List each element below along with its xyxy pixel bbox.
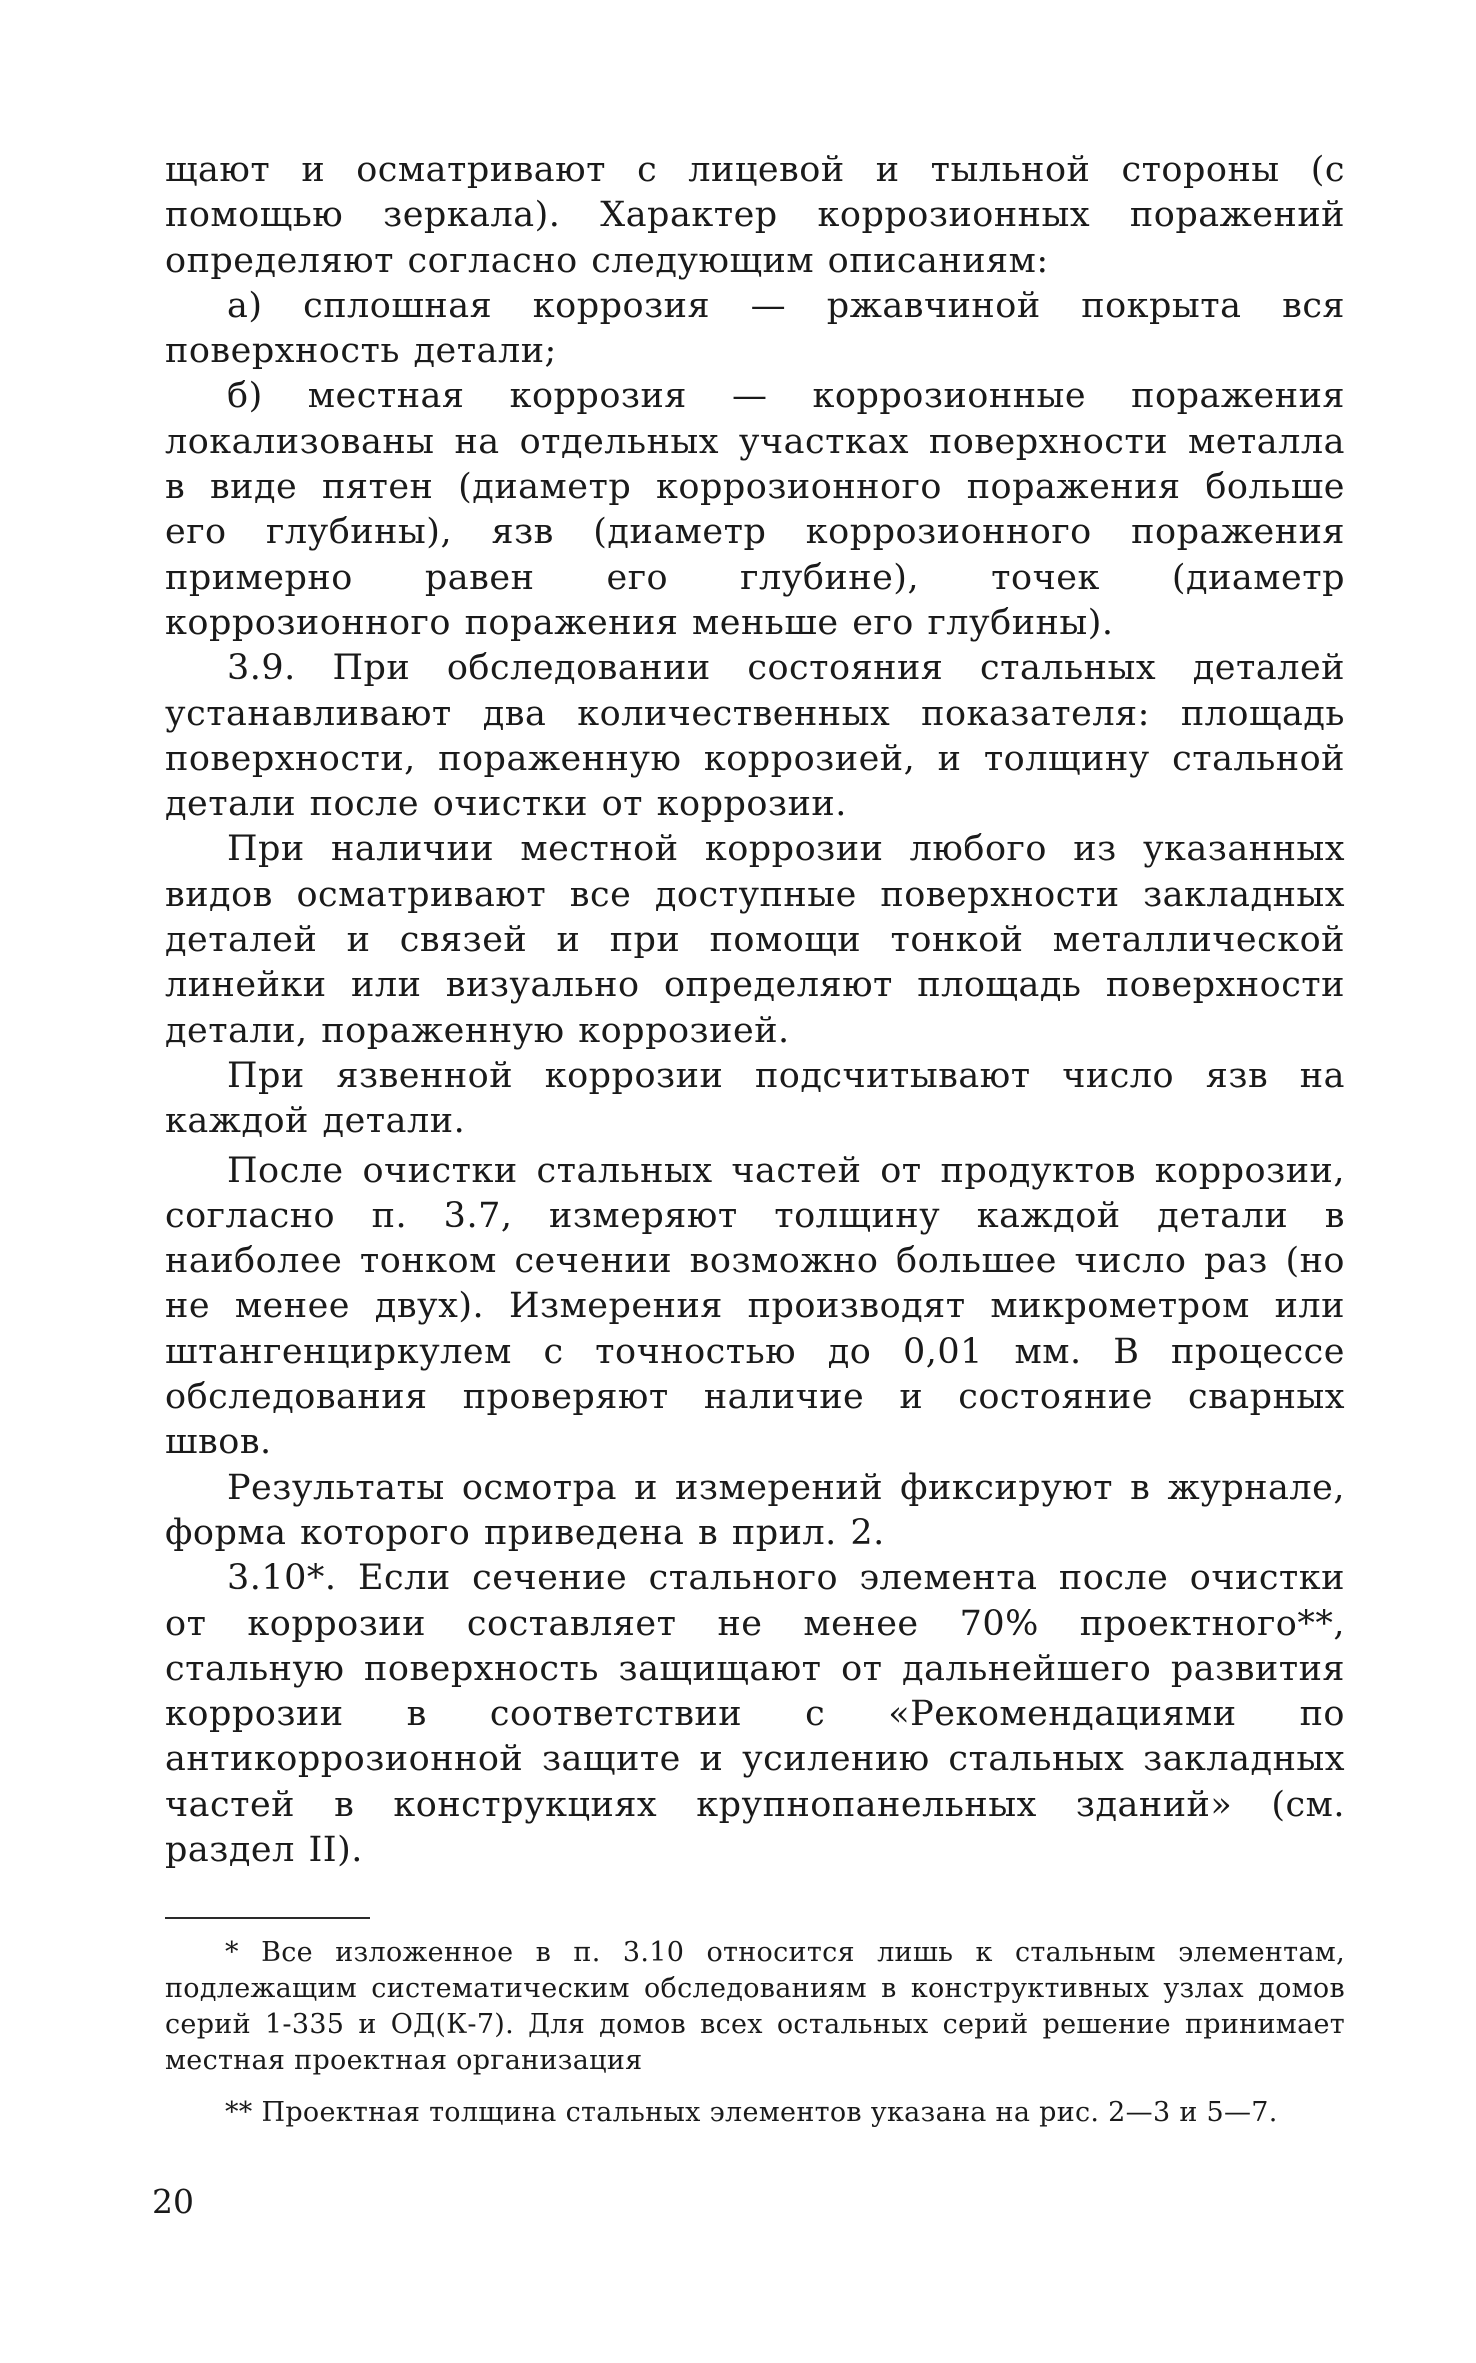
footnote-2: ** Проектная толщина стальных элементов указана на рис. 2—3 и 5—7.: [225, 2097, 1278, 2128]
page-number: 20: [152, 2182, 194, 2221]
paragraph-section-3-9: 3.9. При обследовании состояния стальных деталей устанавливают два количественных показателя: площадь поверхности, пораженную коррозией, и толщину стальной детали после очистки от коррозии.: [165, 648, 1345, 825]
paragraph-item-b: б) местная коррозия — коррозионные поражения локализованы на отдельных участках поверхности металла в виде пятен (диаметр коррозионного поражения больше его глубины), язв (диаметр коррозионного поражения примерно равен его глубине), точек (диаметр коррозионного поражения меньше его глубины).: [165, 376, 1345, 643]
paragraph-pitting-corrosion: При язвенной коррозии подсчитывают число язв на каждой детали.: [165, 1055, 1345, 1142]
paragraph-results-journal: Результаты осмотра и измерений фиксируют в журнале, форма которого приведена в прил. 2.: [165, 1467, 1345, 1553]
paragraph-thickness-measurement: После очистки стальных частей от продуктов коррозии, согласно п. 3.7, измеряют толщину каждой детали в наиболее тонком сечении возможно большее число раз (но не менее двух). Измерения производят микрометром или штангенциркулем с точностью до 0,01 мм. В процессе обследования проверяют наличие и состояние сварных швов.: [165, 1150, 1345, 1463]
footnotes: [165, 1935, 1345, 2131]
paragraph-local-corrosion: При наличии местной коррозии любого из указанных видов осматривают все доступные поверхности закладных деталей и связей и при помощи тонкой металлической линейки или визуально определяют площадь поверхности детали, пораженную коррозией.: [165, 829, 1345, 1051]
body-text: [165, 148, 1345, 1873]
footnote-1: * Все изложенное в п. 3.10 относится лишь к стальным элементам, подлежащим систематическим обследованиям в конструктивных узлах домов серий 1-335 и ОД(К-7). Для домов всех остальных серий решение принимает местная проектная организация: [165, 1937, 1345, 2076]
footnote-divider: [165, 1917, 370, 1919]
paragraph-item-a: а) сплошная коррозия — ржавчиной покрыта вся поверхность детали;: [165, 285, 1345, 372]
paragraph-continuation: щают и осматривают с лицевой и тыльной стороны (с помощью зеркала). Характер коррозионных поражений определяют согласно следующим описаниям:: [165, 150, 1345, 281]
paragraph-section-3-10: 3.10*. Если сечение стального элемента после очистки от коррозии составляет не менее 70% проектного**, стальную поверхность защищают от дальнейшего развития коррозии в соответствии с «Рекомендациями по антикоррозионной защите и усилению стальных закладных частей в конструкциях крупнопанельных зданий» (см. раздел II).: [165, 1558, 1345, 1870]
